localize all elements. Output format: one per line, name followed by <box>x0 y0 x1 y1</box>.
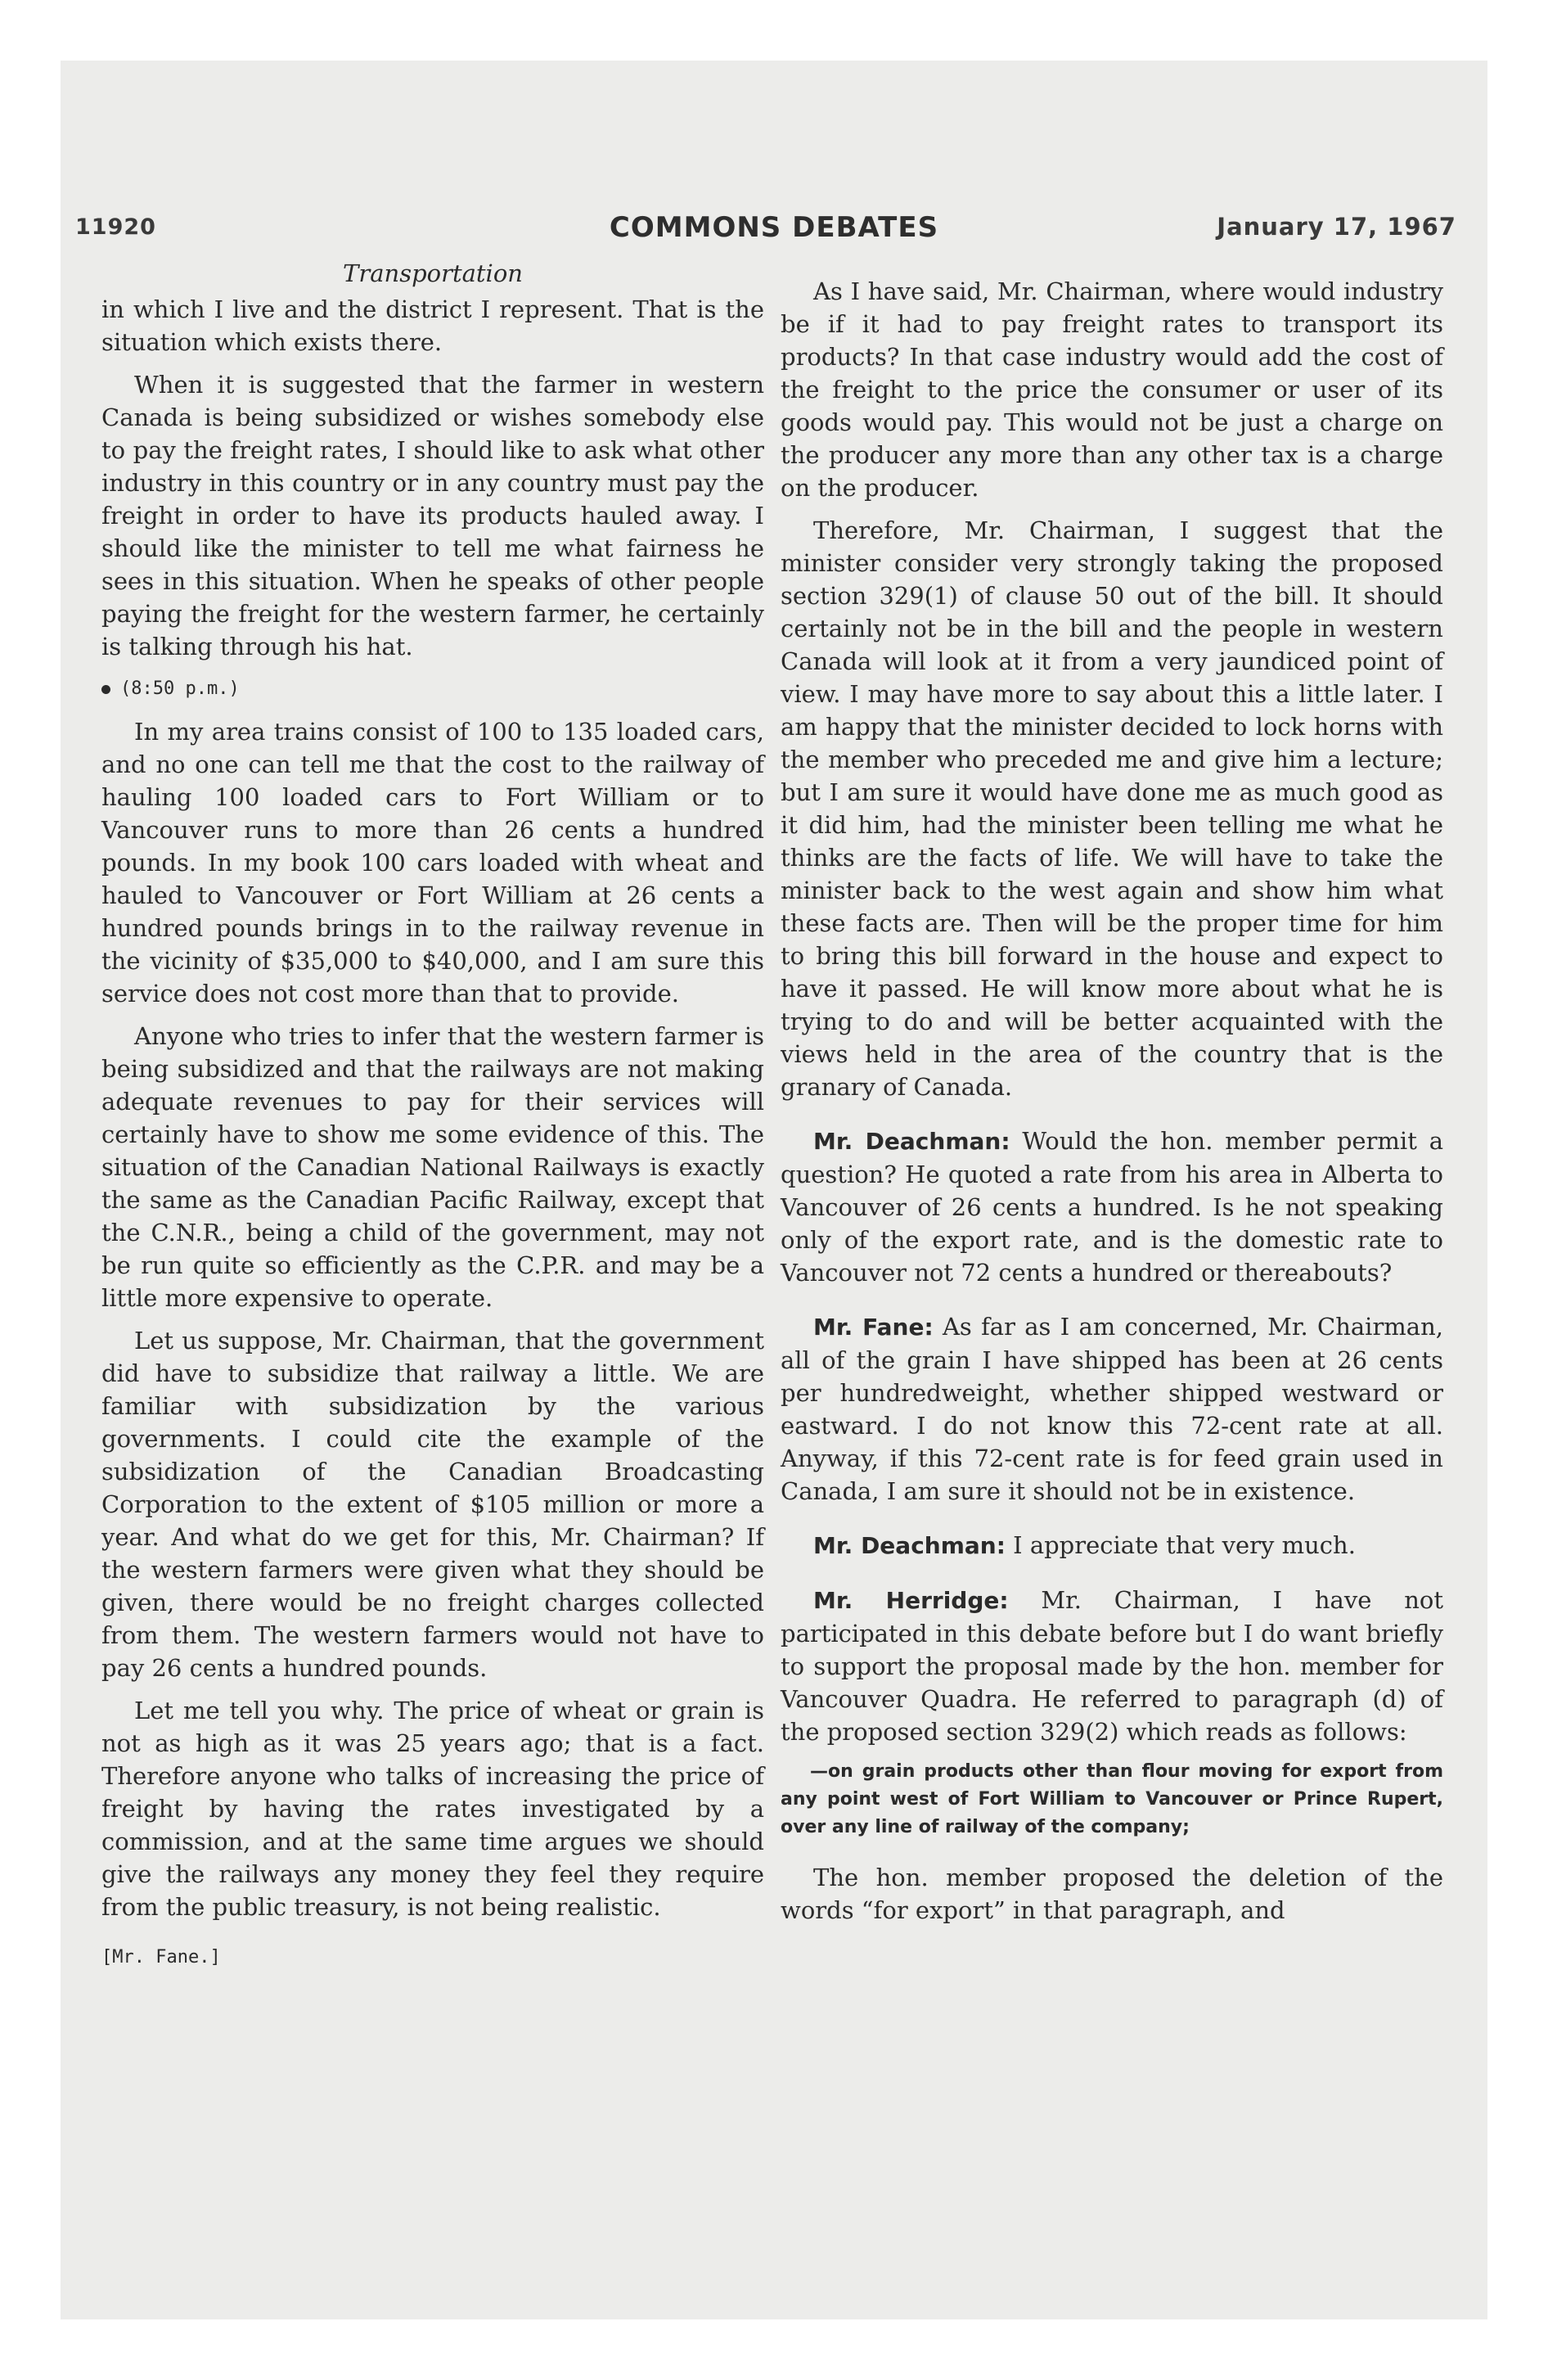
paragraph: When it is suggested that the farmer in western Canada is being subsidized or wishes somebody else to pay the freight rates, I should like to ask what other industry in this country or in any country must pay the freight in order to have its products hauled away. I should like the minister to tell me what fairness he sees in this situation. When he speaks of other people paying the freight for the western farmer, he certainly is talking through his hat. <box>101 371 764 660</box>
paragraph: Anyone who tries to infer that the western farmer is being subsidized and that the railways are not making adequate revenues to pay for their services will certainly have to show me some evidence of this. The situation of the Canadian National Railways is exactly the same as the Canadian Pacific Railway, except that the C.N.R., being a child of the government, may not be run quite so efficiently as the C.P.R. and may be a little more expensive to operate. <box>101 1022 764 1312</box>
paragraph: in which I live and the district I represent. That is the situation which exists there. <box>101 295 764 356</box>
speech-text: I appreciate that very much. <box>1013 1531 1356 1559</box>
speech-text: As far as I am concerned, Mr. Chairman, all of the grain I have shipped has been at 26 cents per hundredweight, whether shipped westward or eastward. I do not know this 72-cent rate at all. Anyway, if this 72-cent rate is for feed grain used in Canada, I am sure it should not be in existence. <box>781 1313 1443 1505</box>
time-marker <box>101 673 764 705</box>
paragraph: In my area trains consist of 100 to 135 loaded cars, and no one can tell me that the cost to the railway of hauling 100 loaded cars to Fort William or to Vancouver runs to more than 26 cents a hundred pounds. In my book 100 cars loaded with wheat and hauled to Vancouver or Fort William at 26 cents a hundred pounds brings in to the railway revenue in the vicinity of $35,000 to $40,000, and I am sure this service does not cost more than that to provide. <box>101 718 764 1007</box>
bullet-icon <box>101 685 110 694</box>
journal-title: COMMONS DEBATES <box>609 211 939 244</box>
right-column <box>781 275 1443 1936</box>
speech <box>781 1125 1443 1289</box>
speaker-attribution: [Mr. Fane.] <box>101 1947 221 1968</box>
speech <box>781 1310 1443 1508</box>
section-heading: Transportation <box>343 259 523 287</box>
speech-text: Mr. Chairman, I have not participated in this debate before but I do want briefly to support the proposal made by the hon. member for Vancouver Quadra. He referred to paragraph (d) of the proposed section 329(2) which reads as follows: <box>781 1586 1443 1746</box>
page-number: 11920 <box>75 214 156 240</box>
paragraph: Let us suppose, Mr. Chairman, that the government did have to subsidize that railway a little. We are familiar with subsidization by the various governments. I could cite the example of the subsidization of the Canadian Broadcasting Corporation to the extent of $105 million or more a year. And what do we get for this, Mr. Chairman? If the western farmers were given what they should be given, there would be no freight charges collected from them. The western farmers would not have to pay 26 cents a hundred pounds. <box>101 1327 764 1682</box>
running-header <box>61 201 1487 259</box>
speech-text: Would the hon. member permit a question? He quoted a rate from his area in Alberta to Vancouver of 26 cents a hundred. Is he not speaking only of the export rate, and is the domestic rate to Vancouver not 72 cents a hundred or thereabouts? <box>781 1127 1443 1287</box>
speech <box>781 1529 1443 1562</box>
paragraph: Let me tell you why. The price of wheat or grain is not as high as it was 25 years ago; that is a fact. Therefore anyone who talks of increasing the price of freight by having the rates investigated by a commission, and at the same time argues we should give the railways any money they feel they require from the public treasury, is not being realistic. <box>101 1697 764 1921</box>
left-column <box>101 257 764 1974</box>
quoted-passage: —on grain products other than flour moving for export from any point west of Fort William to Vancouver or Prince Rupert, over any line of railway of the company; <box>781 1761 1443 1837</box>
timestamp-text: (8:50 p.m.) <box>120 678 240 699</box>
issue-date: January 17, 1967 <box>1217 213 1456 241</box>
paragraph: Therefore, Mr. Chairman, I suggest that the minister consider very strongly taking the proposed section 329(1) of clause 50 out of the bill. It should certainly not be in the bill and the people in western Canada will look at it from a very jaundiced point of view. I may have more to say about this a little later. I am happy that the minister decided to lock horns with the member who preceded me and give him a lecture; but I am sure it would have done me as much good as it did him, had the minister been telling me what he thinks are the facts of life. We will have to take the minister back to the west again and show him what these facts are. Then will be the proper time for him to bring this bill forward in the house and expect to have it passed. He will know more about what he is trying to do and will be better acquainted with the views held in the area of the country that is the granary of Canada. <box>781 516 1443 1101</box>
speech <box>781 1584 1443 1748</box>
speaker-name: Mr. Deachman: <box>813 1532 1006 1559</box>
speaker-name: Mr. Fane: <box>813 1314 934 1341</box>
speaker-name: Mr. Herridge: <box>813 1587 1009 1614</box>
speaker-name: Mr. Deachman: <box>813 1128 1010 1155</box>
page-sheet <box>61 61 1487 2319</box>
paragraph: As I have said, Mr. Chairman, where would industry be if it had to pay freight rates to transport its products? In that case industry would add the cost of the freight to the price the consumer or user of its goods would pay. This would not be just a charge on the producer any more than any other tax is a charge on the producer. <box>781 277 1443 502</box>
paragraph: The hon. member proposed the deletion of the words “for export” in that paragraph, and <box>781 1864 1443 1924</box>
